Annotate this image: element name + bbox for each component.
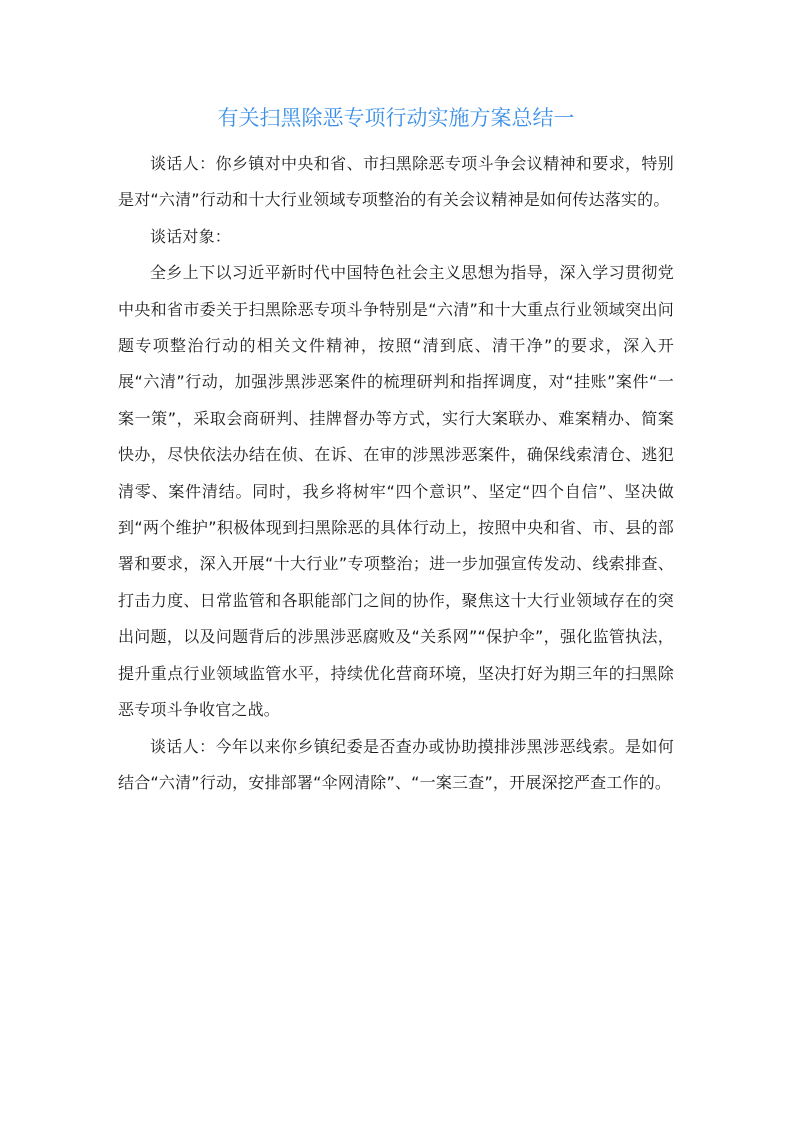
paragraph-2: 谈话对象： xyxy=(150,226,232,246)
paragraph-4: 谈话人：今年以来你乡镇纪委是否查办或协助摸排涉黑涉恶线索。是如何结合“六清”行动，安排部署“伞网清除”、“一案三查”，开展深挖严查工作的。 xyxy=(118,736,674,792)
document-title: 有关扫黑除恶专项行动实施方案总结一 xyxy=(217,106,575,130)
paragraph-3: 全乡上下以习近平新时代中国特色社会主义思想为指导，深入学习贯彻党中央和省市委关于扫黑除恶专项斗争特别是“六清”和十大重点行业领域突出问题专项整治行动的相关文件精神，按照“清到底、清干净”的要求，深入开展“六清”行动，加强涉黑涉恶案件的梳理研判和指挥调度，对“挂账”案件“一案一策”，采取会商研判、挂牌督办等方式，实行大案联办、难案精办、简案快办，尽快依法办结在侦、在诉、在审的涉黑涉恶案件，确保线索清仓、逃犯清零、案件清结。同时，我乡将树牢“四个意识”、坚定“四个自信”、坚决做到“两个维护”积极体现到扫黑除恶的具体行动上，按照中央和省、市、县的部署和要求，深入开展“十大行业”专项整治；进一步加强宣传发动、线索排查、打击力度、日常监管和各职能部门之间的协作，聚焦这十大行业领域存在的突出问题，以及问题背后的涉黑涉恶腐败及“关系网”“保护伞”，强化监管执法，提升重点行业领域监管水平，持续优化营商环境，坚决打好为期三年的扫黑除恶专项斗争收官之战。 xyxy=(118,263,674,720)
paragraph-1: 谈话人：你乡镇对中央和省、市扫黑除恶专项斗争会议精神和要求，特别是对“六清”行动和十大行业领域专项整治的有关会议精神是如何传达落实的。 xyxy=(118,154,674,210)
document-page xyxy=(118,100,674,801)
